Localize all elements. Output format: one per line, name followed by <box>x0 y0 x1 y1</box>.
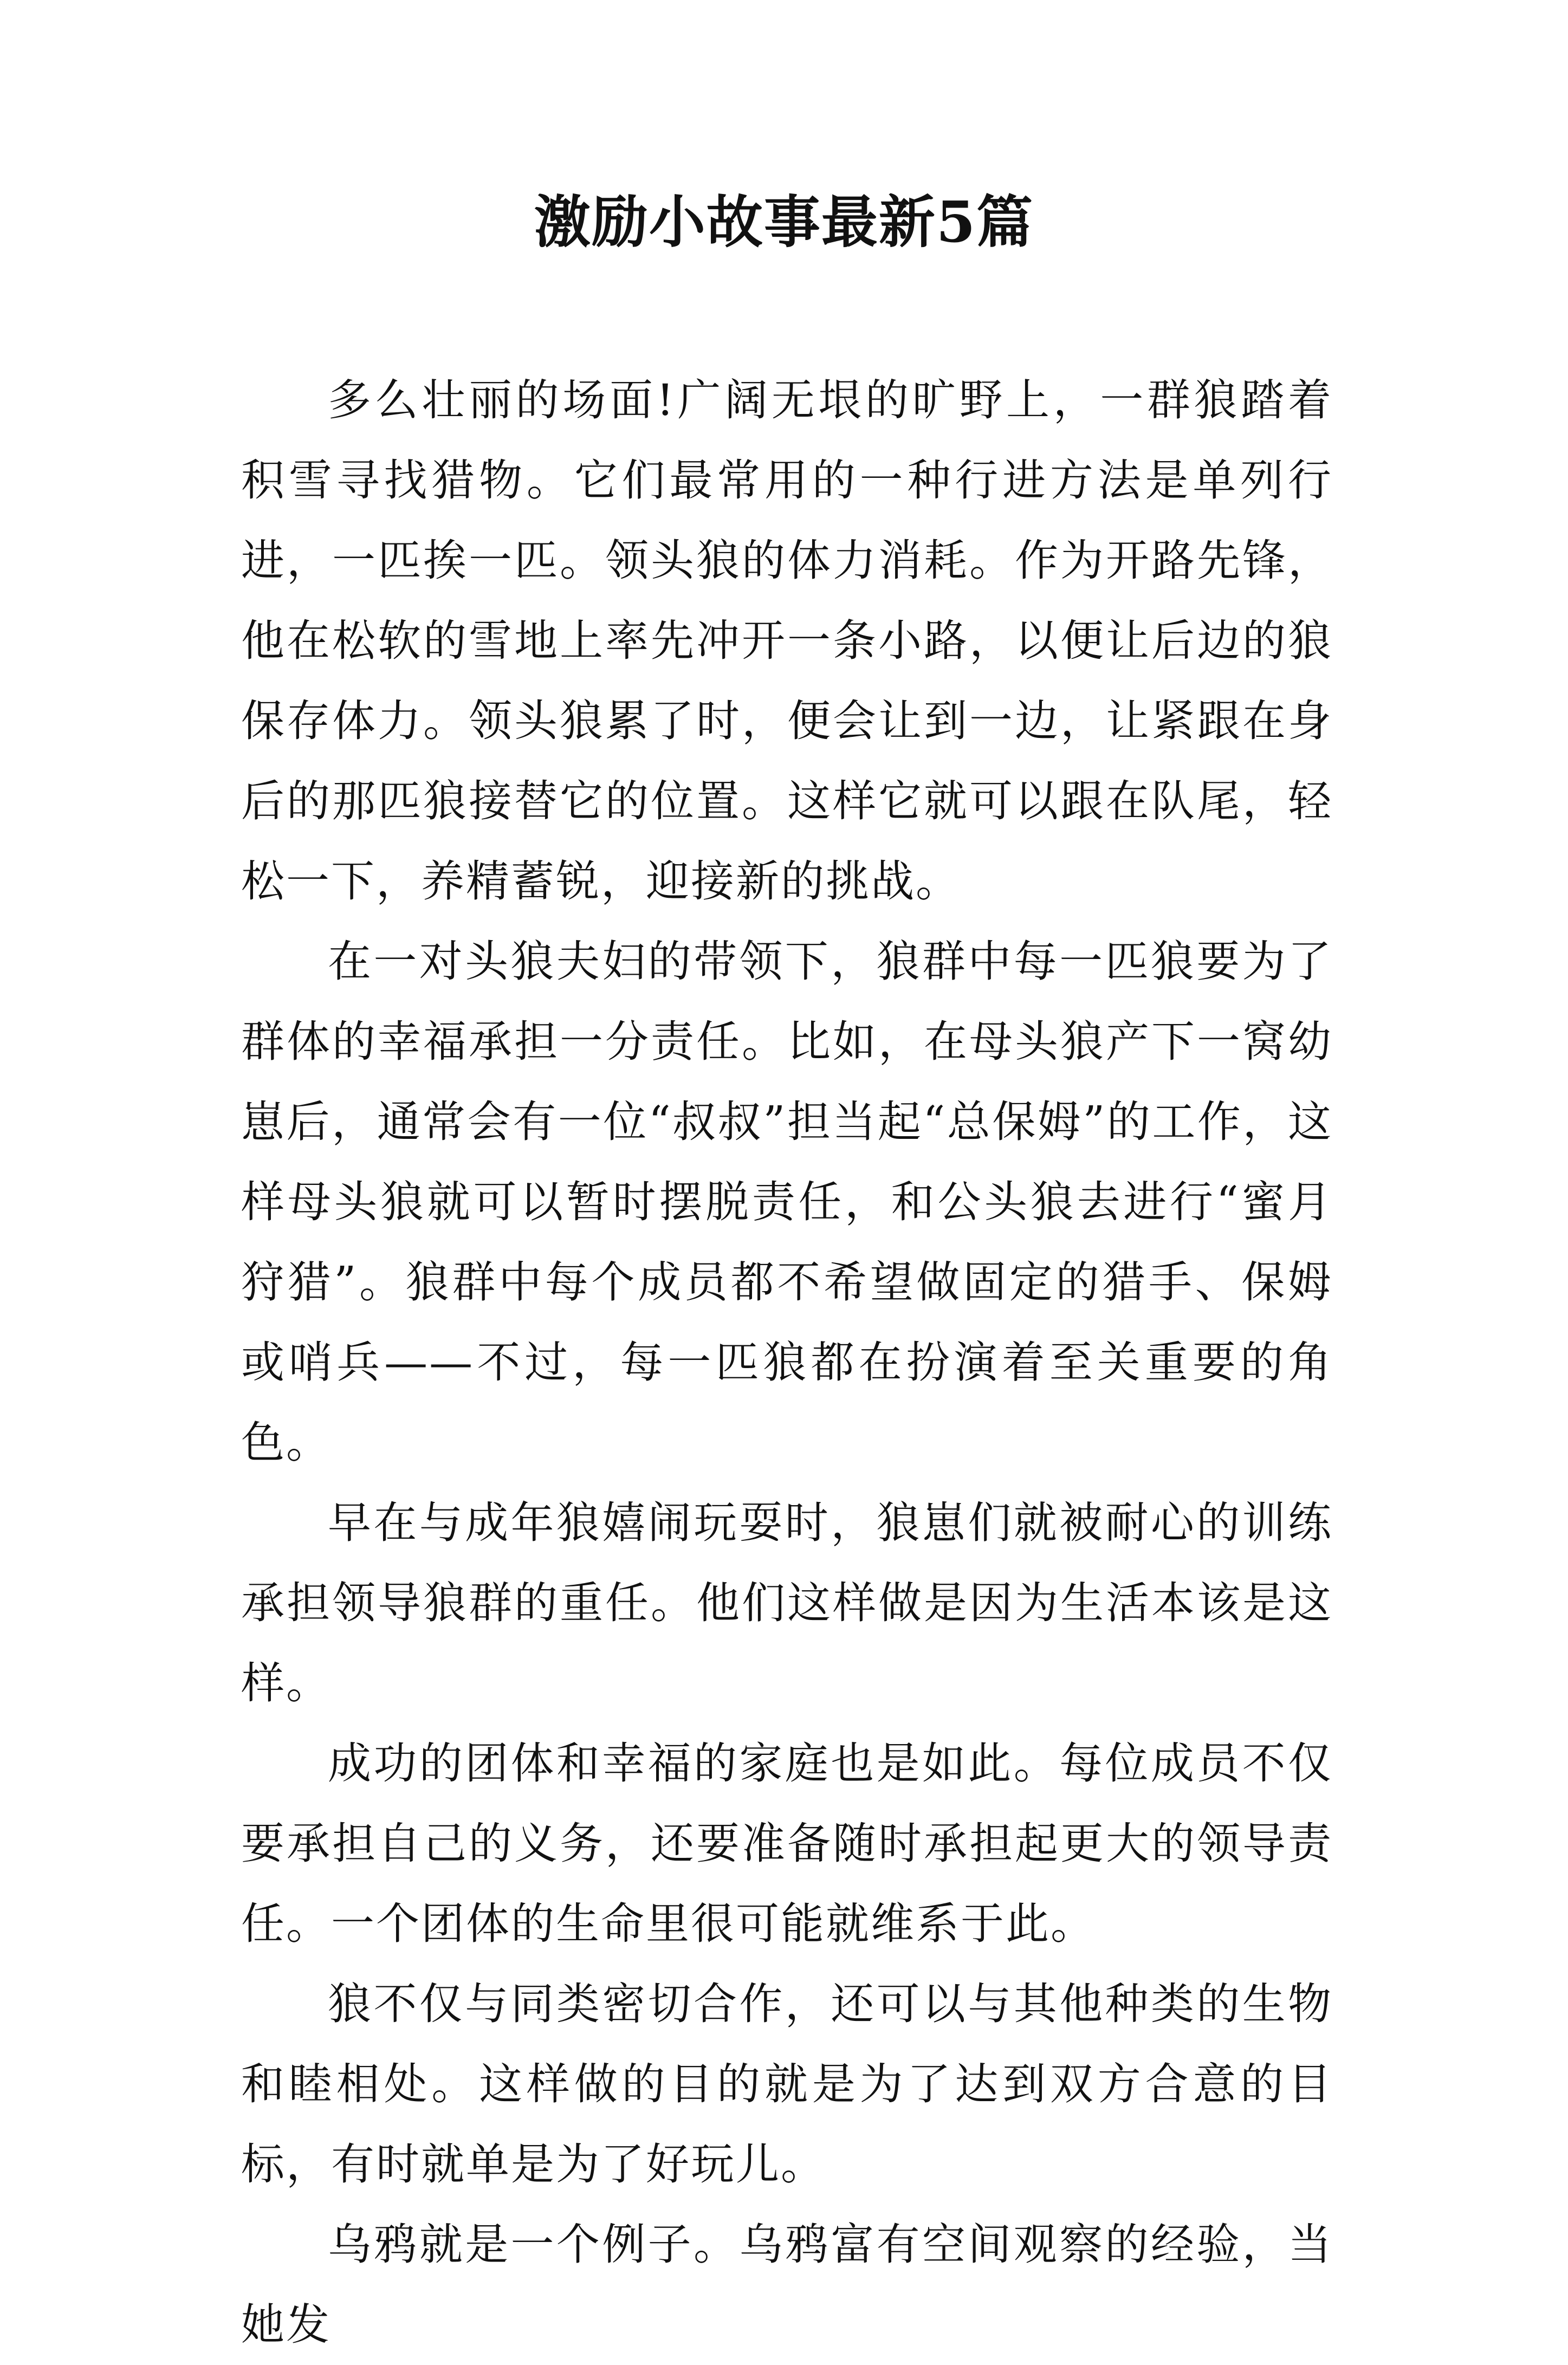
paragraph: 早在与成年狼嬉闹玩耍时，狼崽们就被耐心的训练承担领导狼群的重任。他们这样做是因为生活本该是这样。 <box>241 1498 1333 1708</box>
document-body <box>241 360 1333 2365</box>
paragraph: 多么壮丽的场面!广阔无垠的旷野上，一群狼踏着积雪寻找猎物。它们最常用的一种行进方法是单列行进，一匹挨一匹。领头狼的体力消耗。作为开路先锋，他在松软的雪地上率先冲开一条小路，以便让后边的狼保存体力。领头狼累了时，便会让到一边，让紧跟在身后的那匹狼接替它的位置。这样它就可以跟在队尾，轻松一下，养精蓄锐，迎接新的挑战。 <box>241 375 1333 906</box>
paragraph: 乌鸦就是一个例子。乌鸦富有空间观察的经验，当她发 <box>241 2219 1333 2350</box>
paragraph: 狼不仅与同类密切合作，还可以与其他种类的生物和睦相处。这样做的目的就是为了达到双方合意的目标，有时就单是为了好玩儿。 <box>241 1979 1333 2189</box>
paragraph: 成功的团体和幸福的家庭也是如此。每位成员不仅要承担自己的义务，还要准备随时承担起更大的领导责任。一个团体的生命里很可能就维系于此。 <box>241 1738 1333 1949</box>
paragraph: 在一对头狼夫妇的带领下，狼群中每一匹狼要为了群体的幸福承担一分责任。比如，在母头狼产下一窝幼崽后，通常会有一位“叔叔”担当起“总保姆”的工作，这样母头狼就可以暂时摆脱责任，和公头狼去进行“蜜月狩猎”。狼群中每个成员都不希望做固定的猎手、保姆或哨兵——不过，每一匹狼都在扮演着至关重要的角色。 <box>241 936 1333 1468</box>
document-title: 激励小故事最新5篇 <box>534 189 1034 255</box>
